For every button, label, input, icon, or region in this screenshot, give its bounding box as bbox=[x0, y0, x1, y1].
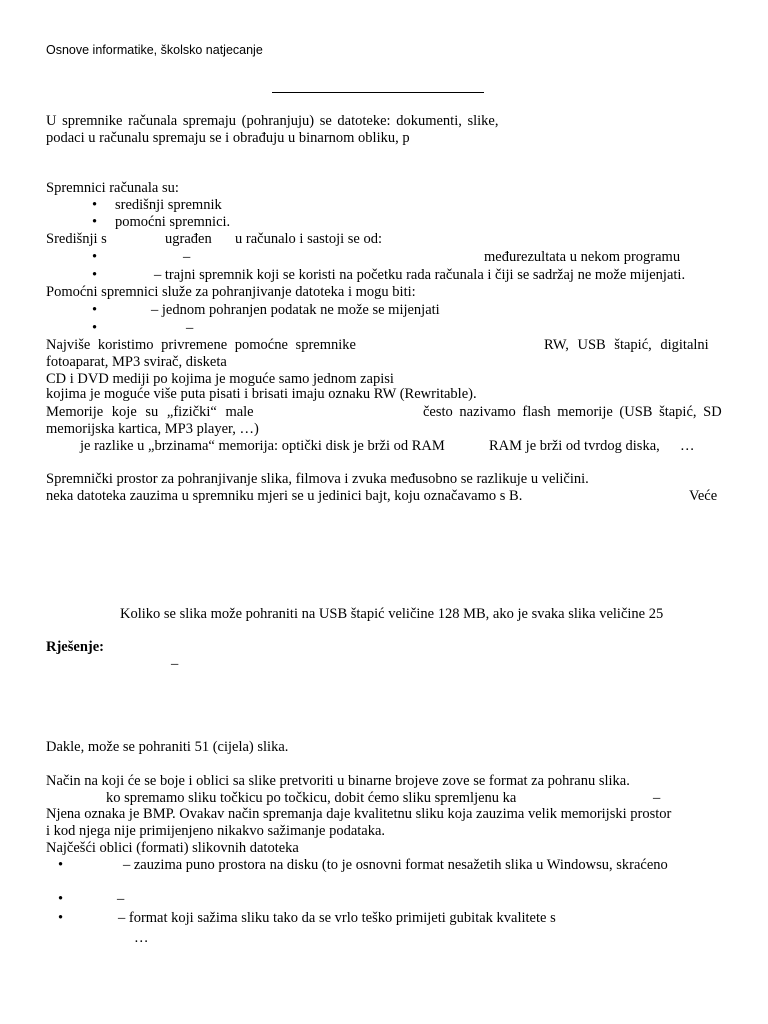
space-line-2b: Veće bbox=[689, 488, 718, 504]
format-item: – bbox=[117, 891, 125, 907]
format-line-5: Najčešći oblici (formati) slikovnih datoteka bbox=[46, 840, 299, 856]
central-storage-prefix: Središnji s bbox=[46, 231, 107, 247]
auxiliary-intro: Pomoćni spremnici služe za pohranjivanje datoteka i mogu biti: bbox=[46, 284, 416, 300]
list-item: međurezultata u nekom programu bbox=[484, 249, 681, 265]
list-item: – trajni spremnik koji se koristi na početku rada računala i čiji se sadržaj ne može mijenjati. bbox=[154, 267, 686, 283]
bullet-icon bbox=[92, 320, 97, 337]
najvise-line-5b: često nazivamo flash memorije (USB štapić, SD bbox=[423, 404, 722, 420]
najvise-line-2: fotoaparat, MP3 svirač, disketa bbox=[46, 354, 227, 370]
najvise-line-7c: … bbox=[680, 438, 695, 454]
najvise-line-7a: je razlike u „brzinama“ memorija: optički disk je brži od RAM bbox=[80, 438, 445, 454]
list-item: – jednom pohranjen podatak ne može se mijenjati bbox=[151, 302, 440, 318]
list-item-dash: – bbox=[183, 249, 191, 265]
central-storage-suffix: u računalo i sastoji se od: bbox=[235, 231, 382, 247]
format-line-2b: – bbox=[653, 790, 661, 806]
list-item: središnji spremnik bbox=[115, 197, 222, 213]
bullet-icon bbox=[58, 891, 63, 908]
bullet-icon bbox=[92, 249, 97, 266]
central-storage-mid: ugrađen bbox=[165, 231, 212, 247]
intro-line-1: U spremnike računala spremaju (pohranjuju) se datoteke: dokumenti, slike, bbox=[46, 113, 499, 129]
space-line-1: Spremnički prostor za pohranjivanje slika, filmova i zvuka međusobno se razlikuje u veličini. bbox=[46, 471, 589, 487]
format-line-4: i kod njega nije primijenjeno nikakvo sažimanje podataka. bbox=[46, 823, 386, 839]
najvise-line-3: CD i DVD mediji po kojima je moguće samo jednom zapisi bbox=[46, 371, 394, 387]
format-line-2a: ko spremamo sliku točkicu po točkicu, dobit ćemo sliku spremljenu ka bbox=[106, 790, 517, 806]
najvise-line-5a: Memorije koje su „fizički“ male bbox=[46, 404, 254, 420]
list-item: – bbox=[186, 320, 194, 336]
najvise-line-1a: Najviše koristimo privremene pomoćne spremnike bbox=[46, 337, 356, 353]
bullet-icon bbox=[92, 267, 97, 284]
conclusion: Dakle, može se pohraniti 51 (cijela) slika. bbox=[46, 739, 289, 755]
bullet-icon bbox=[92, 214, 97, 231]
bullet-icon bbox=[92, 302, 97, 319]
solution-dash: – bbox=[171, 656, 179, 672]
task-question: Koliko se slika može pohraniti na USB štapić veličine 128 MB, ako je svaka slika veličine 25 bbox=[120, 606, 664, 622]
storage-intro: Spremnici računala su: bbox=[46, 180, 179, 196]
bullet-icon bbox=[58, 857, 63, 874]
format-ellipsis: … bbox=[134, 930, 149, 946]
format-item: – zauzima puno prostora na disku (to je osnovni format nesažetih slika u Windowsu, skraćeno bbox=[123, 857, 668, 873]
bullet-icon bbox=[58, 910, 63, 927]
najvise-line-4: kojima je moguće više puta pisati i brisati imaju oznaku RW (Rewritable). bbox=[46, 386, 477, 402]
format-line-1: Način na koji će se boje i oblici sa slike pretvoriti u binarne brojeve zove se format za pohranu slika. bbox=[46, 773, 630, 789]
najvise-line-1b: RW, USB štapić, digitalni bbox=[544, 337, 709, 353]
page-header: Osnove informatike, školsko natjecanje bbox=[46, 43, 263, 57]
format-item: – format koji sažima sliku tako da se vrlo teško primijeti gubitak kvalitete s bbox=[118, 910, 556, 926]
title-underline bbox=[272, 92, 484, 93]
list-item: pomoćni spremnici. bbox=[115, 214, 231, 230]
intro-line-2: podaci u računalu spremaju se i obrađuju u binarnom obliku, p bbox=[46, 130, 410, 146]
najvise-line-7b: RAM je brži od tvrdog diska, bbox=[489, 438, 660, 454]
space-line-2: neka datoteka zauzima u spremniku mjeri se u jedinici bajt, koju označavamo s B. bbox=[46, 488, 523, 504]
bullet-icon bbox=[92, 197, 97, 214]
solution-label: Rješenje: bbox=[46, 639, 104, 655]
najvise-line-6: memorijska kartica, MP3 player, …) bbox=[46, 421, 259, 437]
format-line-3: Njena oznaka je BMP. Ovakav način spremanja daje kvalitetnu sliku koja zauzima velik memorijski prostor bbox=[46, 806, 672, 822]
